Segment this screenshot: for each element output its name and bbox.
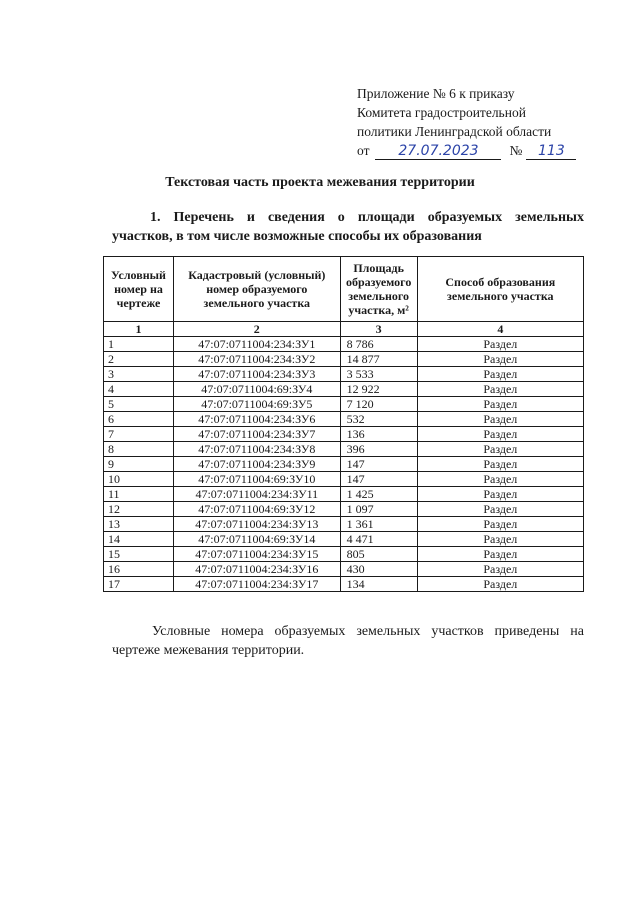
- cell-formation-method: Раздел: [417, 562, 583, 577]
- cell-formation-method: Раздел: [417, 352, 583, 367]
- cell-formation-method: Раздел: [417, 547, 583, 562]
- cell-formation-method: Раздел: [417, 337, 583, 352]
- cell-cadastral-number: 47:07:0711004:234:ЗУ8: [173, 442, 340, 457]
- cell-area: 136: [340, 427, 417, 442]
- cell-area: 3 533: [340, 367, 417, 382]
- footnote-word: земельных: [356, 624, 421, 639]
- section-heading-line-2: участков, в том числе возможные способы их образования: [112, 229, 482, 244]
- table-row: [104, 412, 584, 427]
- table-row: [104, 502, 584, 517]
- table-header-row: [104, 257, 584, 322]
- column-number: 1: [104, 322, 174, 337]
- cell-cadastral-number: 47:07:0711004:234:ЗУ11: [173, 487, 340, 502]
- table-row: [104, 442, 584, 457]
- cell-formation-method: Раздел: [417, 517, 583, 532]
- table-row: [104, 397, 584, 412]
- cell-cadastral-number: 47:07:0711004:234:ЗУ16: [173, 562, 340, 577]
- order-date: 27.07.2023: [375, 144, 501, 160]
- cell-conditional-number: 4: [104, 382, 174, 397]
- cell-formation-method: Раздел: [417, 397, 583, 412]
- cell-conditional-number: 15: [104, 547, 174, 562]
- header-formation-method: Способ образования земельного участка: [417, 257, 583, 322]
- header-area: Площадь образуемого земельного участка, м²: [340, 257, 417, 322]
- appendix-line-1: Приложение № 6 к приказу: [357, 86, 515, 101]
- section-heading-word: о: [337, 210, 345, 225]
- land-plots-table: [103, 256, 584, 592]
- cell-area: 147: [340, 457, 417, 472]
- document-title: Текстовая часть проекта межевания территории: [165, 175, 475, 190]
- cell-conditional-number: 8: [104, 442, 174, 457]
- column-number: 4: [417, 322, 583, 337]
- cell-formation-method: Раздел: [417, 442, 583, 457]
- cell-area: 134: [340, 577, 417, 592]
- table-row: [104, 382, 584, 397]
- cell-cadastral-number: 47:07:0711004:69:ЗУ4: [173, 382, 340, 397]
- cell-area: 4 471: [340, 532, 417, 547]
- cell-area: 1 361: [340, 517, 417, 532]
- footnote-word: участков: [431, 624, 484, 639]
- cell-formation-method: Раздел: [417, 457, 583, 472]
- cell-cadastral-number: 47:07:0711004:234:ЗУ17: [173, 577, 340, 592]
- cell-formation-method: Раздел: [417, 577, 583, 592]
- cell-conditional-number: 11: [104, 487, 174, 502]
- cell-area: 1 097: [340, 502, 417, 517]
- cell-area: 12 922: [340, 382, 417, 397]
- cell-conditional-number: 1: [104, 337, 174, 352]
- cell-area: 805: [340, 547, 417, 562]
- cell-area: 532: [340, 412, 417, 427]
- footnote-line-1: [112, 622, 584, 641]
- cell-formation-method: Раздел: [417, 472, 583, 487]
- cell-area: 8 786: [340, 337, 417, 352]
- footnote-word: приведены: [494, 624, 560, 639]
- order-number: 113: [526, 144, 576, 160]
- appendix-line-3: политики Ленинградской области: [357, 124, 552, 139]
- footnote-word: Условные: [152, 624, 211, 639]
- section-heading-word: площади: [357, 210, 415, 225]
- footnote-paragraph: [112, 622, 584, 660]
- cell-conditional-number: 3: [104, 367, 174, 382]
- cell-formation-method: Раздел: [417, 382, 583, 397]
- section-heading-word: сведения: [267, 210, 325, 225]
- cell-formation-method: Раздел: [417, 412, 583, 427]
- cell-area: 147: [340, 472, 417, 487]
- section-heading-line-1: [112, 208, 584, 227]
- cell-cadastral-number: 47:07:0711004:69:ЗУ12: [173, 502, 340, 517]
- cell-conditional-number: 17: [104, 577, 174, 592]
- cell-conditional-number: 9: [104, 457, 174, 472]
- table-row: [104, 577, 584, 592]
- cell-cadastral-number: 47:07:0711004:234:ЗУ1: [173, 337, 340, 352]
- table-row: [104, 532, 584, 547]
- cell-formation-method: Раздел: [417, 532, 583, 547]
- appendix-line-2: Комитета градостроительной: [357, 105, 526, 120]
- cell-area: 396: [340, 442, 417, 457]
- table-row: [104, 517, 584, 532]
- cell-conditional-number: 6: [104, 412, 174, 427]
- table-row: [104, 487, 584, 502]
- table-row: [104, 337, 584, 352]
- section-heading-word: Перечень: [173, 210, 234, 225]
- cell-cadastral-number: 47:07:0711004:234:ЗУ6: [173, 412, 340, 427]
- cell-conditional-number: 5: [104, 397, 174, 412]
- table-row: [104, 367, 584, 382]
- section-heading-word: образуемых: [427, 210, 503, 225]
- cell-conditional-number: 12: [104, 502, 174, 517]
- cell-conditional-number: 10: [104, 472, 174, 487]
- cell-conditional-number: 13: [104, 517, 174, 532]
- column-number: 2: [173, 322, 340, 337]
- table-row: [104, 562, 584, 577]
- cell-area: 14 877: [340, 352, 417, 367]
- section-heading-word: и: [246, 210, 255, 225]
- cell-area: 1 425: [340, 487, 417, 502]
- footnote-word: номера: [221, 624, 264, 639]
- cell-formation-method: Раздел: [417, 427, 583, 442]
- cell-cadastral-number: 47:07:0711004:69:ЗУ10: [173, 472, 340, 487]
- cell-formation-method: Раздел: [417, 367, 583, 382]
- cell-area: 7 120: [340, 397, 417, 412]
- cell-area: 430: [340, 562, 417, 577]
- cell-cadastral-number: 47:07:0711004:69:ЗУ14: [173, 532, 340, 547]
- cell-conditional-number: 2: [104, 352, 174, 367]
- appendix-header: [357, 84, 576, 160]
- number-label: №: [509, 143, 523, 158]
- table-row: [104, 547, 584, 562]
- cell-cadastral-number: 47:07:0711004:234:ЗУ7: [173, 427, 340, 442]
- section-heading-word: 1.: [150, 210, 161, 225]
- cell-cadastral-number: 47:07:0711004:234:ЗУ15: [173, 547, 340, 562]
- table-row: [104, 352, 584, 367]
- cell-formation-method: Раздел: [417, 487, 583, 502]
- cell-formation-method: Раздел: [417, 502, 583, 517]
- cell-cadastral-number: 47:07:0711004:234:ЗУ9: [173, 457, 340, 472]
- cell-cadastral-number: 47:07:0711004:69:ЗУ5: [173, 397, 340, 412]
- table-row: [104, 457, 584, 472]
- header-conditional-number: Условный номер на чертеже: [104, 257, 174, 322]
- section-heading-word: земельных: [515, 210, 584, 225]
- cell-conditional-number: 7: [104, 427, 174, 442]
- header-cadastral-number: Кадастровый (условный) номер образуемого земельного участка: [173, 257, 340, 322]
- footnote-word: на: [570, 624, 584, 639]
- cell-cadastral-number: 47:07:0711004:234:ЗУ2: [173, 352, 340, 367]
- footnote-word: образуемых: [274, 624, 346, 639]
- cell-conditional-number: 16: [104, 562, 174, 577]
- cell-cadastral-number: 47:07:0711004:234:ЗУ3: [173, 367, 340, 382]
- table-row: [104, 472, 584, 487]
- from-label: от: [357, 143, 370, 158]
- column-number-row: [104, 322, 584, 337]
- cell-cadastral-number: 47:07:0711004:234:ЗУ13: [173, 517, 340, 532]
- column-number: 3: [340, 322, 417, 337]
- cell-conditional-number: 14: [104, 532, 174, 547]
- table-body: [104, 337, 584, 592]
- footnote-line-2: чертеже межевания территории.: [112, 643, 305, 658]
- order-date-number-row: [357, 141, 576, 160]
- table-row: [104, 427, 584, 442]
- section-heading: [112, 208, 584, 246]
